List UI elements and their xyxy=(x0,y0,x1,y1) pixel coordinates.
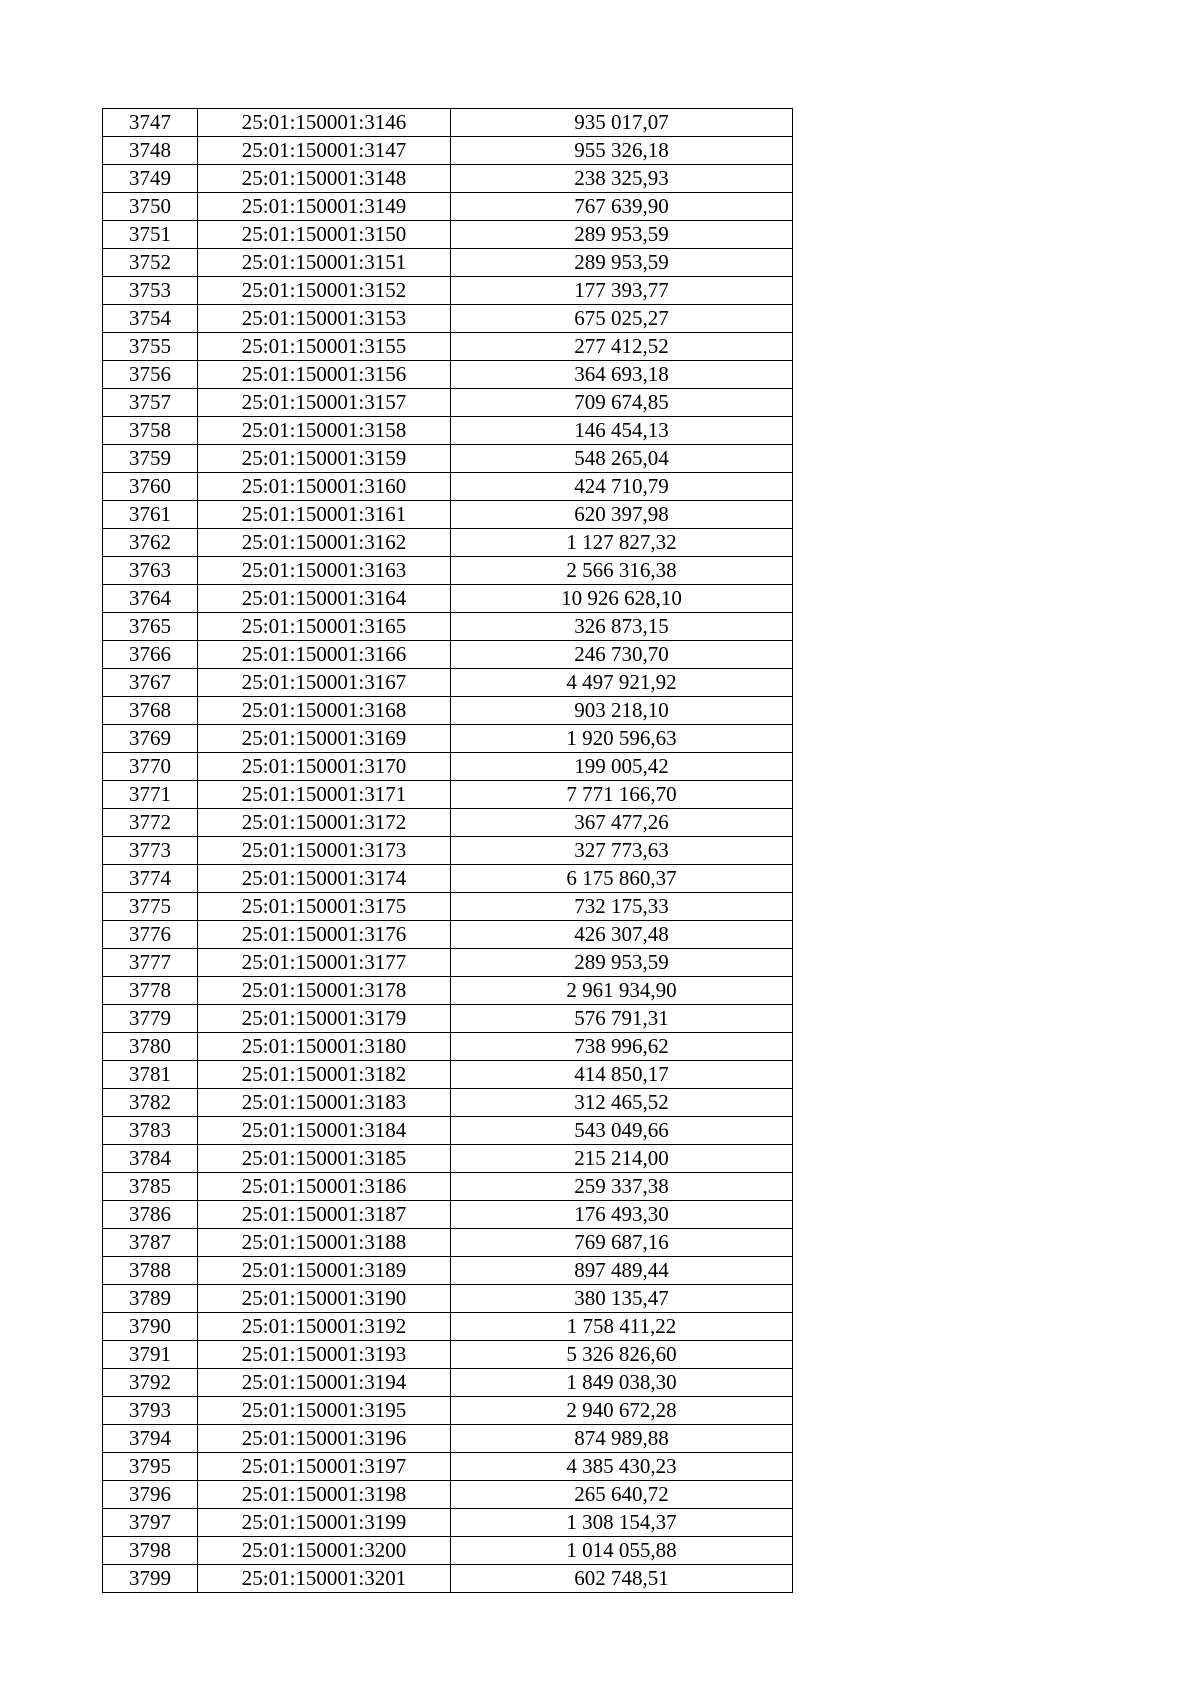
cadastral-number-cell: 25:01:150001:3161 xyxy=(198,501,451,529)
value-cell: 576 791,31 xyxy=(451,1005,793,1033)
row-number-cell: 3769 xyxy=(103,725,198,753)
cadastral-number-cell: 25:01:150001:3175 xyxy=(198,893,451,921)
row-number-cell: 3785 xyxy=(103,1173,198,1201)
cadastral-number-cell: 25:01:150001:3162 xyxy=(198,529,451,557)
table-row xyxy=(103,305,793,333)
table-row xyxy=(103,977,793,1005)
row-number-cell: 3784 xyxy=(103,1145,198,1173)
table-row xyxy=(103,1285,793,1313)
value-cell: 5 326 826,60 xyxy=(451,1341,793,1369)
row-number-cell: 3748 xyxy=(103,137,198,165)
table-row xyxy=(103,1117,793,1145)
cadastral-number-cell: 25:01:150001:3160 xyxy=(198,473,451,501)
value-cell: 602 748,51 xyxy=(451,1565,793,1593)
cadastral-number-cell: 25:01:150001:3192 xyxy=(198,1313,451,1341)
cadastral-number-cell: 25:01:150001:3146 xyxy=(198,109,451,137)
cadastral-number-cell: 25:01:150001:3173 xyxy=(198,837,451,865)
value-cell: 1 127 827,32 xyxy=(451,529,793,557)
table-row xyxy=(103,389,793,417)
data-table xyxy=(102,108,793,1593)
table-row xyxy=(103,1257,793,1285)
cadastral-number-cell: 25:01:150001:3149 xyxy=(198,193,451,221)
table-row xyxy=(103,1033,793,1061)
table-row xyxy=(103,1145,793,1173)
row-number-cell: 3768 xyxy=(103,697,198,725)
value-cell: 289 953,59 xyxy=(451,949,793,977)
cadastral-number-cell: 25:01:150001:3158 xyxy=(198,417,451,445)
value-cell: 2 961 934,90 xyxy=(451,977,793,1005)
value-cell: 709 674,85 xyxy=(451,389,793,417)
table-row xyxy=(103,613,793,641)
cadastral-number-cell: 25:01:150001:3171 xyxy=(198,781,451,809)
value-cell: 177 393,77 xyxy=(451,277,793,305)
cadastral-number-cell: 25:01:150001:3153 xyxy=(198,305,451,333)
cadastral-number-cell: 25:01:150001:3189 xyxy=(198,1257,451,1285)
row-number-cell: 3763 xyxy=(103,557,198,585)
table-row xyxy=(103,1061,793,1089)
table-row xyxy=(103,277,793,305)
row-number-cell: 3764 xyxy=(103,585,198,613)
value-cell: 312 465,52 xyxy=(451,1089,793,1117)
table-row xyxy=(103,585,793,613)
table-row xyxy=(103,557,793,585)
value-cell: 903 218,10 xyxy=(451,697,793,725)
cadastral-number-cell: 25:01:150001:3157 xyxy=(198,389,451,417)
row-number-cell: 3793 xyxy=(103,1397,198,1425)
value-cell: 424 710,79 xyxy=(451,473,793,501)
value-cell: 1 920 596,63 xyxy=(451,725,793,753)
cadastral-number-cell: 25:01:150001:3201 xyxy=(198,1565,451,1593)
value-cell: 259 337,38 xyxy=(451,1173,793,1201)
row-number-cell: 3751 xyxy=(103,221,198,249)
row-number-cell: 3772 xyxy=(103,809,198,837)
row-number-cell: 3794 xyxy=(103,1425,198,1453)
value-cell: 7 771 166,70 xyxy=(451,781,793,809)
table-row xyxy=(103,1481,793,1509)
value-cell: 4 497 921,92 xyxy=(451,669,793,697)
row-number-cell: 3766 xyxy=(103,641,198,669)
row-number-cell: 3762 xyxy=(103,529,198,557)
table-row xyxy=(103,221,793,249)
row-number-cell: 3787 xyxy=(103,1229,198,1257)
table-row xyxy=(103,1229,793,1257)
row-number-cell: 3792 xyxy=(103,1369,198,1397)
cadastral-number-cell: 25:01:150001:3163 xyxy=(198,557,451,585)
table-row xyxy=(103,1509,793,1537)
value-cell: 176 493,30 xyxy=(451,1201,793,1229)
cadastral-number-cell: 25:01:150001:3151 xyxy=(198,249,451,277)
table-row xyxy=(103,1173,793,1201)
row-number-cell: 3780 xyxy=(103,1033,198,1061)
value-cell: 548 265,04 xyxy=(451,445,793,473)
row-number-cell: 3796 xyxy=(103,1481,198,1509)
row-number-cell: 3747 xyxy=(103,109,198,137)
row-number-cell: 3798 xyxy=(103,1537,198,1565)
row-number-cell: 3791 xyxy=(103,1341,198,1369)
row-number-cell: 3783 xyxy=(103,1117,198,1145)
cadastral-number-cell: 25:01:150001:3177 xyxy=(198,949,451,977)
value-cell: 1 014 055,88 xyxy=(451,1537,793,1565)
table-row xyxy=(103,1425,793,1453)
row-number-cell: 3773 xyxy=(103,837,198,865)
row-number-cell: 3799 xyxy=(103,1565,198,1593)
table-row xyxy=(103,809,793,837)
cadastral-number-cell: 25:01:150001:3180 xyxy=(198,1033,451,1061)
value-cell: 6 175 860,37 xyxy=(451,865,793,893)
value-cell: 367 477,26 xyxy=(451,809,793,837)
row-number-cell: 3788 xyxy=(103,1257,198,1285)
row-number-cell: 3750 xyxy=(103,193,198,221)
row-number-cell: 3790 xyxy=(103,1313,198,1341)
table-row xyxy=(103,641,793,669)
value-cell: 620 397,98 xyxy=(451,501,793,529)
row-number-cell: 3777 xyxy=(103,949,198,977)
value-cell: 874 989,88 xyxy=(451,1425,793,1453)
cadastral-number-cell: 25:01:150001:3155 xyxy=(198,333,451,361)
table-row xyxy=(103,1565,793,1593)
value-cell: 364 693,18 xyxy=(451,361,793,389)
table-row xyxy=(103,1341,793,1369)
cadastral-number-cell: 25:01:150001:3179 xyxy=(198,1005,451,1033)
cadastral-number-cell: 25:01:150001:3183 xyxy=(198,1089,451,1117)
value-cell: 675 025,27 xyxy=(451,305,793,333)
value-cell: 326 873,15 xyxy=(451,613,793,641)
cadastral-number-cell: 25:01:150001:3166 xyxy=(198,641,451,669)
table-row xyxy=(103,1313,793,1341)
value-cell: 238 325,93 xyxy=(451,165,793,193)
table-row xyxy=(103,137,793,165)
cadastral-number-cell: 25:01:150001:3194 xyxy=(198,1369,451,1397)
row-number-cell: 3752 xyxy=(103,249,198,277)
value-cell: 955 326,18 xyxy=(451,137,793,165)
table-row xyxy=(103,1201,793,1229)
row-number-cell: 3765 xyxy=(103,613,198,641)
table-row xyxy=(103,921,793,949)
row-number-cell: 3759 xyxy=(103,445,198,473)
cadastral-number-cell: 25:01:150001:3196 xyxy=(198,1425,451,1453)
table-row xyxy=(103,473,793,501)
cadastral-number-cell: 25:01:150001:3174 xyxy=(198,865,451,893)
cadastral-number-cell: 25:01:150001:3176 xyxy=(198,921,451,949)
cadastral-number-cell: 25:01:150001:3188 xyxy=(198,1229,451,1257)
value-cell: 289 953,59 xyxy=(451,221,793,249)
cadastral-number-cell: 25:01:150001:3184 xyxy=(198,1117,451,1145)
table-row xyxy=(103,837,793,865)
value-cell: 769 687,16 xyxy=(451,1229,793,1257)
value-cell: 4 385 430,23 xyxy=(451,1453,793,1481)
row-number-cell: 3786 xyxy=(103,1201,198,1229)
table-row xyxy=(103,165,793,193)
value-cell: 289 953,59 xyxy=(451,249,793,277)
row-number-cell: 3760 xyxy=(103,473,198,501)
cadastral-number-cell: 25:01:150001:3169 xyxy=(198,725,451,753)
table-row xyxy=(103,529,793,557)
table-row xyxy=(103,193,793,221)
table-row xyxy=(103,753,793,781)
value-cell: 935 017,07 xyxy=(451,109,793,137)
table-row xyxy=(103,501,793,529)
value-cell: 277 412,52 xyxy=(451,333,793,361)
cadastral-number-cell: 25:01:150001:3199 xyxy=(198,1509,451,1537)
cadastral-number-cell: 25:01:150001:3156 xyxy=(198,361,451,389)
value-cell: 767 639,90 xyxy=(451,193,793,221)
value-cell: 380 135,47 xyxy=(451,1285,793,1313)
cadastral-number-cell: 25:01:150001:3167 xyxy=(198,669,451,697)
table-row xyxy=(103,1453,793,1481)
row-number-cell: 3781 xyxy=(103,1061,198,1089)
row-number-cell: 3749 xyxy=(103,165,198,193)
table-row xyxy=(103,1005,793,1033)
row-number-cell: 3776 xyxy=(103,921,198,949)
cadastral-number-cell: 25:01:150001:3200 xyxy=(198,1537,451,1565)
value-cell: 897 489,44 xyxy=(451,1257,793,1285)
row-number-cell: 3774 xyxy=(103,865,198,893)
value-cell: 265 640,72 xyxy=(451,1481,793,1509)
cadastral-number-cell: 25:01:150001:3187 xyxy=(198,1201,451,1229)
row-number-cell: 3754 xyxy=(103,305,198,333)
row-number-cell: 3771 xyxy=(103,781,198,809)
table-row xyxy=(103,781,793,809)
table-row xyxy=(103,1397,793,1425)
row-number-cell: 3797 xyxy=(103,1509,198,1537)
cadastral-number-cell: 25:01:150001:3159 xyxy=(198,445,451,473)
value-cell: 246 730,70 xyxy=(451,641,793,669)
cadastral-number-cell: 25:01:150001:3147 xyxy=(198,137,451,165)
cadastral-number-cell: 25:01:150001:3185 xyxy=(198,1145,451,1173)
row-number-cell: 3779 xyxy=(103,1005,198,1033)
table-row xyxy=(103,725,793,753)
cadastral-number-cell: 25:01:150001:3178 xyxy=(198,977,451,1005)
table-row xyxy=(103,865,793,893)
row-number-cell: 3789 xyxy=(103,1285,198,1313)
value-cell: 2 940 672,28 xyxy=(451,1397,793,1425)
cadastral-number-cell: 25:01:150001:3150 xyxy=(198,221,451,249)
table-row xyxy=(103,949,793,977)
value-cell: 414 850,17 xyxy=(451,1061,793,1089)
cadastral-number-cell: 25:01:150001:3190 xyxy=(198,1285,451,1313)
row-number-cell: 3775 xyxy=(103,893,198,921)
table-body xyxy=(103,109,793,1593)
value-cell: 327 773,63 xyxy=(451,837,793,865)
row-number-cell: 3758 xyxy=(103,417,198,445)
cadastral-number-cell: 25:01:150001:3164 xyxy=(198,585,451,613)
cadastral-number-cell: 25:01:150001:3198 xyxy=(198,1481,451,1509)
row-number-cell: 3795 xyxy=(103,1453,198,1481)
value-cell: 199 005,42 xyxy=(451,753,793,781)
table-row xyxy=(103,109,793,137)
cadastral-number-cell: 25:01:150001:3168 xyxy=(198,697,451,725)
table-row xyxy=(103,1369,793,1397)
value-cell: 2 566 316,38 xyxy=(451,557,793,585)
value-cell: 146 454,13 xyxy=(451,417,793,445)
cadastral-number-cell: 25:01:150001:3165 xyxy=(198,613,451,641)
table-row xyxy=(103,361,793,389)
row-number-cell: 3778 xyxy=(103,977,198,1005)
cadastral-number-cell: 25:01:150001:3186 xyxy=(198,1173,451,1201)
table-row xyxy=(103,445,793,473)
cadastral-number-cell: 25:01:150001:3197 xyxy=(198,1453,451,1481)
row-number-cell: 3755 xyxy=(103,333,198,361)
value-cell: 738 996,62 xyxy=(451,1033,793,1061)
cadastral-number-cell: 25:01:150001:3195 xyxy=(198,1397,451,1425)
value-cell: 10 926 628,10 xyxy=(451,585,793,613)
row-number-cell: 3756 xyxy=(103,361,198,389)
row-number-cell: 3753 xyxy=(103,277,198,305)
value-cell: 543 049,66 xyxy=(451,1117,793,1145)
row-number-cell: 3767 xyxy=(103,669,198,697)
row-number-cell: 3757 xyxy=(103,389,198,417)
table-row xyxy=(103,1089,793,1117)
value-cell: 215 214,00 xyxy=(451,1145,793,1173)
cadastral-number-cell: 25:01:150001:3172 xyxy=(198,809,451,837)
table-row xyxy=(103,697,793,725)
table-row xyxy=(103,417,793,445)
table-row xyxy=(103,1537,793,1565)
cadastral-number-cell: 25:01:150001:3193 xyxy=(198,1341,451,1369)
cadastral-number-cell: 25:01:150001:3152 xyxy=(198,277,451,305)
table-row xyxy=(103,333,793,361)
value-cell: 426 307,48 xyxy=(451,921,793,949)
table-row xyxy=(103,893,793,921)
row-number-cell: 3761 xyxy=(103,501,198,529)
row-number-cell: 3782 xyxy=(103,1089,198,1117)
table-row xyxy=(103,669,793,697)
value-cell: 1 758 411,22 xyxy=(451,1313,793,1341)
row-number-cell: 3770 xyxy=(103,753,198,781)
cadastral-number-cell: 25:01:150001:3148 xyxy=(198,165,451,193)
table-row xyxy=(103,249,793,277)
value-cell: 732 175,33 xyxy=(451,893,793,921)
value-cell: 1 308 154,37 xyxy=(451,1509,793,1537)
cadastral-number-cell: 25:01:150001:3182 xyxy=(198,1061,451,1089)
cadastral-number-cell: 25:01:150001:3170 xyxy=(198,753,451,781)
value-cell: 1 849 038,30 xyxy=(451,1369,793,1397)
